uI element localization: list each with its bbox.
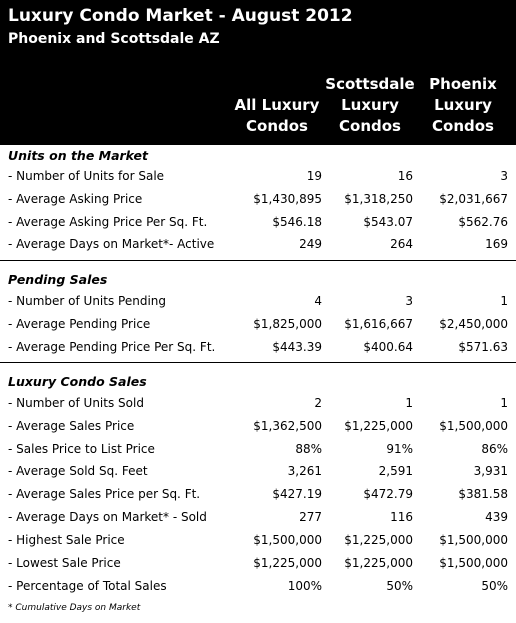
cell-all-luxury: 100%	[287, 579, 322, 593]
table-row	[0, 234, 516, 256]
row-label: - Average Pending Price	[8, 317, 151, 331]
cell-scottsdale: $543.07	[363, 215, 413, 229]
column-header-line: Luxury	[434, 96, 492, 114]
cell-all-luxury: $1,500,000	[253, 533, 322, 547]
cell-phoenix: $1,500,000	[439, 419, 508, 433]
cell-all-luxury: $546.18	[272, 215, 322, 229]
cell-phoenix: 1	[500, 294, 508, 308]
table-row	[0, 337, 516, 359]
column-header-line: Luxury	[341, 96, 399, 114]
cell-phoenix: 439	[485, 510, 508, 524]
table-row	[0, 393, 516, 415]
cell-phoenix: $2,031,667	[439, 192, 508, 206]
cell-scottsdale: 16	[397, 169, 413, 183]
section-divider	[0, 362, 516, 363]
cell-scottsdale: 116	[390, 510, 413, 524]
cell-phoenix: 3,931	[473, 464, 508, 478]
row-label: - Average Asking Price	[8, 192, 143, 206]
table-row	[0, 291, 516, 313]
row-label: - Number of Units Sold	[8, 396, 144, 410]
cell-scottsdale: $1,616,667	[344, 317, 413, 331]
cell-all-luxury: $1,362,500	[253, 419, 322, 433]
section-divider	[0, 260, 516, 261]
table-row	[0, 553, 516, 575]
cell-phoenix: $381.58	[458, 487, 508, 501]
cell-all-luxury: 19	[306, 169, 322, 183]
cell-scottsdale: 1	[405, 396, 413, 410]
table-row	[0, 461, 516, 483]
cell-all-luxury: 88%	[295, 442, 322, 456]
cell-scottsdale: $1,225,000	[344, 556, 413, 570]
cell-phoenix: $2,450,000	[439, 317, 508, 331]
row-label: - Average Sold Sq. Feet	[8, 464, 148, 478]
table-row	[0, 576, 516, 598]
cell-scottsdale: $1,318,250	[344, 192, 413, 206]
cell-phoenix: $571.63	[458, 340, 508, 354]
cell-all-luxury: $427.19	[272, 487, 322, 501]
table-header	[0, 0, 516, 145]
cell-phoenix: $562.76	[458, 215, 508, 229]
page-title: Luxury Condo Market - August 2012	[8, 6, 353, 26]
cell-all-luxury: 277	[299, 510, 322, 524]
cell-all-luxury: 3,261	[287, 464, 322, 478]
row-label: - Average Pending Price Per Sq. Ft.	[8, 340, 216, 354]
cell-phoenix: 86%	[481, 442, 508, 456]
cell-all-luxury: 2	[314, 396, 322, 410]
section-title-luxury-condo-sales: Luxury Condo Sales	[8, 374, 147, 389]
table-row	[0, 439, 516, 461]
column-header-line: Condos	[339, 117, 401, 135]
cell-scottsdale: 2,591	[378, 464, 413, 478]
cell-phoenix: $1,500,000	[439, 533, 508, 547]
column-header-line: Phoenix	[429, 75, 497, 93]
cell-scottsdale: 264	[390, 237, 413, 251]
table-row	[0, 166, 516, 188]
table-row	[0, 314, 516, 336]
cell-scottsdale: $400.64	[363, 340, 413, 354]
column-header-scottsdale	[325, 74, 415, 137]
row-label: - Number of Units Pending	[8, 294, 167, 308]
row-label: - Average Asking Price Per Sq. Ft.	[8, 215, 208, 229]
column-header-line: All Luxury	[234, 96, 320, 114]
row-label: - Average Days on Market* - Sold	[8, 510, 207, 524]
row-label: - Highest Sale Price	[8, 533, 125, 547]
cell-all-luxury: $1,225,000	[253, 556, 322, 570]
row-label: - Average Sales Price	[8, 419, 135, 433]
cell-phoenix: 169	[485, 237, 508, 251]
row-label: - Sales Price to List Price	[8, 442, 155, 456]
section-title-units-on-market: Units on the Market	[8, 148, 149, 163]
footnote: * Cumulative Days on Market	[8, 603, 141, 613]
table-row	[0, 212, 516, 234]
row-label: - Average Days on Market*- Active	[8, 237, 215, 251]
table-row	[0, 416, 516, 438]
cell-phoenix: 3	[500, 169, 508, 183]
cell-scottsdale: $1,225,000	[344, 533, 413, 547]
column-header-all-luxury	[232, 95, 322, 137]
cell-phoenix: 50%	[481, 579, 508, 593]
cell-all-luxury: $1,825,000	[253, 317, 322, 331]
cell-all-luxury: 4	[314, 294, 322, 308]
column-header-line: Condos	[246, 117, 308, 135]
cell-scottsdale: $472.79	[363, 487, 413, 501]
cell-scottsdale: 91%	[386, 442, 413, 456]
section-title-pending-sales: Pending Sales	[8, 272, 108, 287]
cell-scottsdale: 3	[405, 294, 413, 308]
table-row	[0, 507, 516, 529]
table-row	[0, 484, 516, 506]
cell-all-luxury: $1,430,895	[253, 192, 322, 206]
column-header-line: Scottsdale	[325, 75, 415, 93]
row-label: - Percentage of Total Sales	[8, 579, 167, 593]
cell-scottsdale: 50%	[386, 579, 413, 593]
cell-all-luxury: 249	[299, 237, 322, 251]
row-label: - Number of Units for Sale	[8, 169, 165, 183]
table-row	[0, 189, 516, 211]
cell-all-luxury: $443.39	[272, 340, 322, 354]
row-label: - Lowest Sale Price	[8, 556, 121, 570]
cell-scottsdale: $1,225,000	[344, 419, 413, 433]
cell-phoenix: 1	[500, 396, 508, 410]
column-header-line: Condos	[432, 117, 494, 135]
page-subtitle: Phoenix and Scottsdale AZ	[8, 31, 220, 47]
cell-phoenix: $1,500,000	[439, 556, 508, 570]
column-header-phoenix	[417, 74, 509, 137]
row-label: - Average Sales Price per Sq. Ft.	[8, 487, 201, 501]
table-row	[0, 530, 516, 552]
